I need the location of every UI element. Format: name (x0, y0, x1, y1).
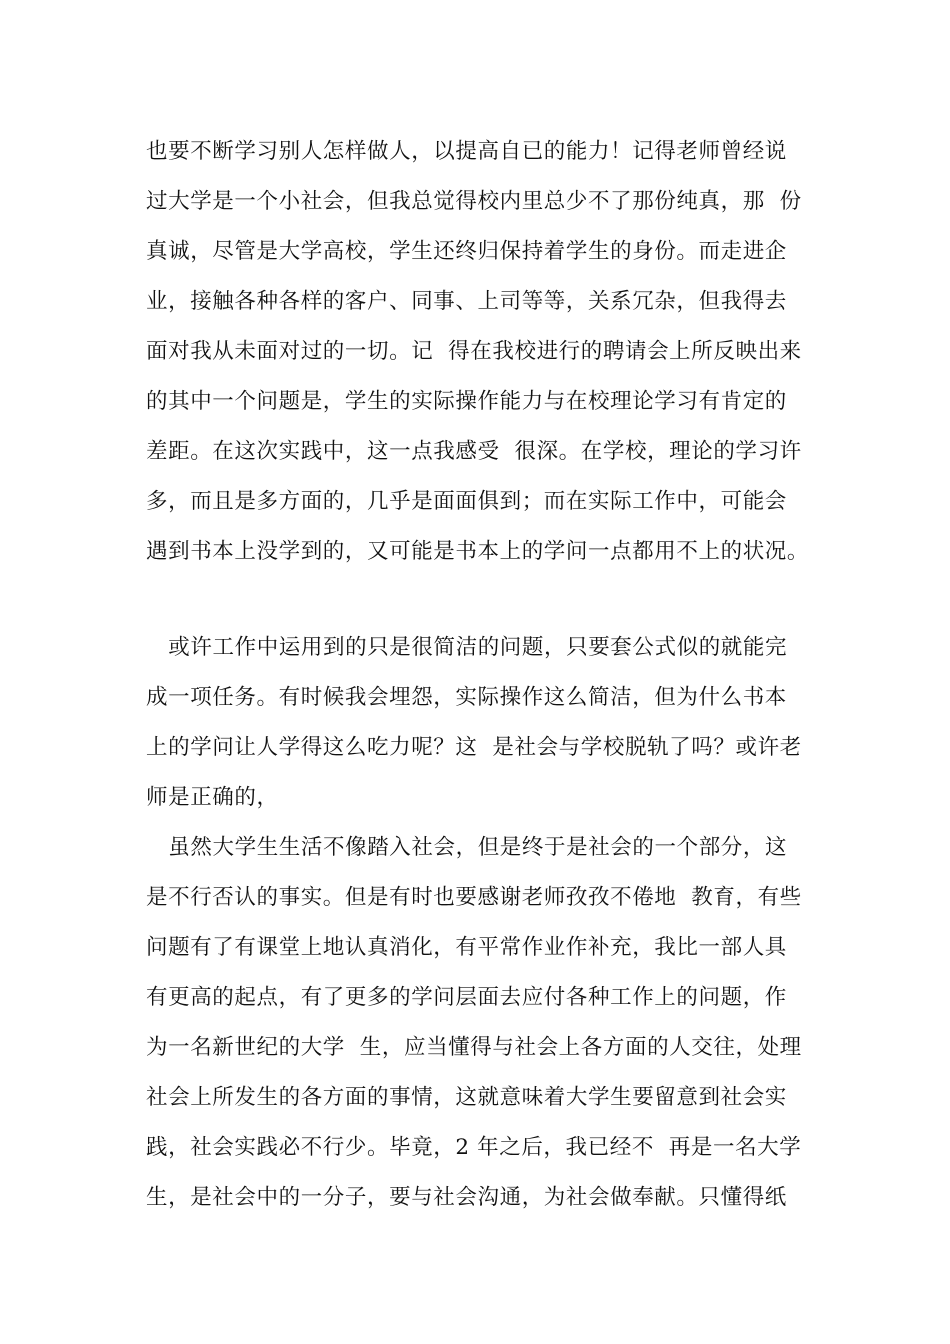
text-line: 有更高的起点，有了更多的学问层面去应付各种工作上的问题，作 (146, 985, 787, 1010)
text-line: 遇到书本上没学到的，又可能是书本上的学问一点都用不上的状况。 (146, 539, 810, 564)
text-line: 成一项任务。有时候我会埋怨，实际操作这么简洁，但为什么书本 (146, 685, 787, 710)
text-line: 或许工作中运用到的只是很简洁的问题，只要套公式似的就能完 (146, 635, 788, 660)
text-line: 问题有了有课堂上地认真消化，有平常作业作补充，我比一部人具 (146, 935, 787, 960)
text-line: 差距。在这次实践中，这一点我感受 很深。在学校，理论的学习许 (146, 439, 802, 464)
text-line: 社会上所发生的各方面的事情，这就意味着大学生要留意到社会实 (146, 1085, 787, 1110)
text-line: 是不行否认的事实。但是有时也要感谢老师孜孜不倦地 教育，有些 (146, 885, 802, 910)
text-line: 上的学问让人学得这么吃力呢？这 是社会与学校脱轨了吗？或许老 (146, 735, 802, 760)
text-line: 过大学是一个小社会，但我总觉得校内里总少不了那份纯真，那 份 (146, 189, 802, 214)
paragraph-1 (146, 140, 846, 590)
text-line: 生，是社会中的一分子，要与社会沟通，为社会做奉献。只懂得纸 (146, 1185, 787, 1210)
text-line: 的其中一个问题是，学生的实际操作能力与在校理论学习有肯定的 (146, 389, 787, 414)
text-line: 真诚，尽管是大学高校，学生还终归保持着学生的身份。而走进企 (146, 239, 787, 264)
text-line: 也要不断学习别人怎样做人，以提高自已的能力！记得老师曾经说 (146, 139, 787, 164)
text-line: 师是正确的， (146, 785, 279, 810)
text-line: 业，接触各种各样的客户、同事、上司等等，关系冗杂，但我得去 (146, 289, 787, 314)
text-line: 虽然大学生生活不像踏入社会，但是终于是社会的一个部分，这 (146, 835, 788, 860)
paragraph-2 (146, 636, 846, 836)
paragraph-3 (146, 836, 846, 1236)
text-line: 面对我从未面对过的一切。记 得在我校进行的聘请会上所反映出来 (146, 339, 802, 364)
text-line: 践，社会实践必不行少。毕竟，2 年之后，我已经不 再是一名大学 (146, 1135, 802, 1160)
text-line: 为一名新世纪的大学 生，应当懂得与社会上各方面的人交往，处理 (146, 1035, 802, 1060)
text-line: 多，而且是多方面的，几乎是面面俱到；而在实际工作中，可能会 (146, 489, 787, 514)
